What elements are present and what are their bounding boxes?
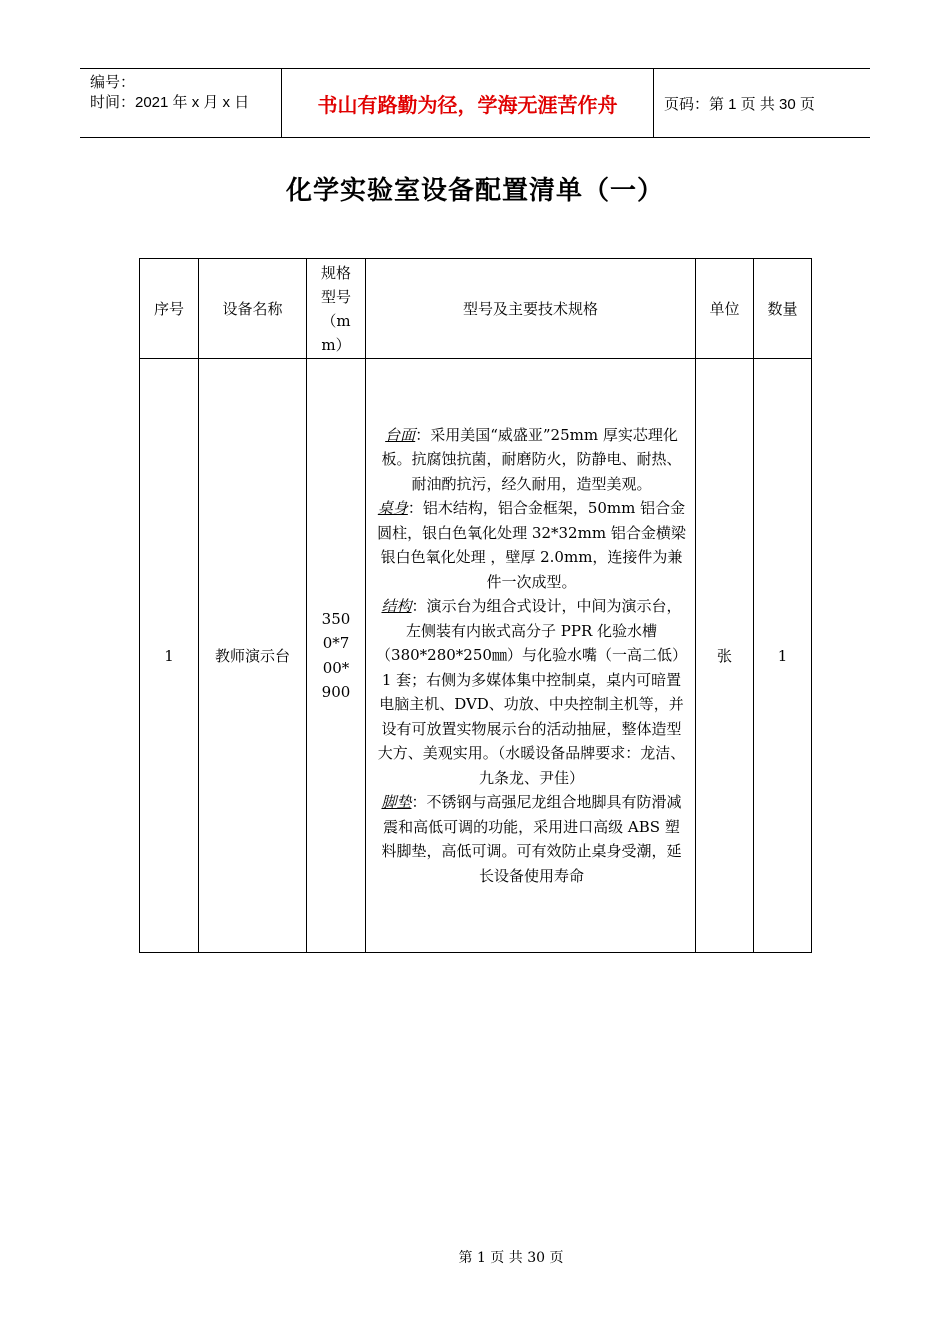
cell-unit: 张 [696,359,754,953]
desc-label-body: 桌身 [377,499,408,518]
cell-spec: 3500*700*900 [307,359,366,953]
page-title: 化学实验室设备配置清单（一） [285,176,664,206]
desc-label-structure: 结构 [381,597,412,616]
document-number: 编号： [90,74,136,91]
desc-label-tabletop: 台面 [385,425,416,444]
document-time: 时间：2021 年 x 月 x 日 [90,94,250,111]
cell-seq: 1 [140,359,199,953]
page-footer: 第 1 页 共 30 页 [458,1250,564,1266]
header-left [80,69,282,137]
cell-description [366,359,696,953]
table-row [140,359,812,953]
cell-name: 教师演示台 [199,359,307,953]
header-seq: 序号 [140,259,199,359]
table-header-row [140,259,812,359]
header-motto: 书山有路勤为径，学海无涯苦作舟 [282,69,654,137]
header-spec: 规格型号（mm） [307,259,366,359]
header-unit: 单位 [696,259,754,359]
header-qty: 数量 [754,259,812,359]
desc-text-foot: ：不锈钢与高强尼龙组合地脚具有防滑减震和高低可调的功能，采用进口高级 ABS 塑料脚垫，高低可调。可有效防止桌身受潮，延长设备使用寿命 [381,793,682,885]
header-desc: 型号及主要技术规格 [366,259,696,359]
page-header [80,68,870,138]
desc-text-tabletop: ：采用美国“威盛亚”25mm 厚实芯理化板。抗腐蚀抗菌，耐磨防火，防静电、耐热、耐油酌抗污，经久耐用，造型美观。 [381,425,682,493]
header-name: 设备名称 [199,259,307,359]
desc-label-foot: 脚垫 [381,793,412,812]
cell-qty: 1 [754,359,812,953]
equipment-table [139,258,812,953]
desc-text-body: ：铝木结构，铝合金框架，50mm 铝合金圆柱，银白色氧化处理 32*32mm 铝合金横梁银白色氧化处理 ，壁厚 2.0mm，连接件为兼件一次成型。 [377,499,686,591]
header-page-info: 页码：第 1 页 共 30 页 [664,95,815,113]
desc-text-structure: ：演示台为组合式设计，中间为演示台，左侧装有内嵌式高分子 PPR 化验水槽（380*280*250㎜）与化验水嘴（一高二低）1 套；右侧为多媒体集中控制桌，桌内可暗置电脑主机、DVD、功放、中央控制主机等，并设有可放置实物展示台的活动抽屉，整体造型大方、美观实用。（水暖设备品牌要求：龙洁、九条龙、尹佳） [376,597,687,787]
